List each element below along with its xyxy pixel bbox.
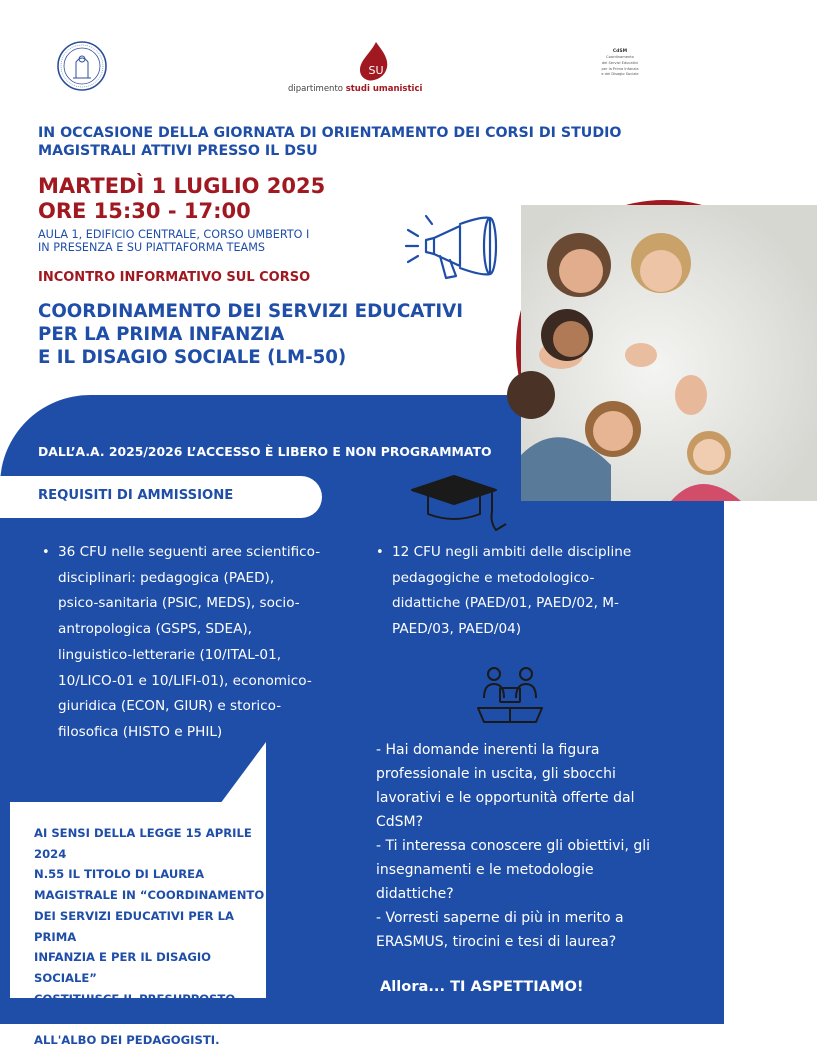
incontro-label: INCONTRO INFORMATIVO SUL CORSO (38, 270, 311, 285)
law-line: INDISPENSABILE PER L'ISCRIZIONE (34, 1012, 262, 1027)
law-line: N.55 IL TITOLO DI LAUREA (34, 867, 205, 882)
bullet-dot: • (42, 545, 50, 560)
course-line: E IL DISAGIO SOCIALE (LM-50) (38, 347, 347, 368)
question-line: ERASMUS, tirocini e tesi di laurea? (376, 934, 617, 950)
requirements-label: REQUISITI DI AMMISSIONE (38, 488, 234, 503)
access-notice: DALL’A.A. 2025/2026 L’ACCESSO È LIBERO E NON PROGRAMMATO (38, 444, 492, 459)
graduation-cap-icon (406, 472, 506, 534)
cdsm-logo-title: CdSM (612, 49, 628, 54)
dept-name-bold: studi umanistici (345, 84, 423, 94)
cdsm-logo-line: Coordinamento (606, 55, 634, 60)
requirement-line: pedagogiche e metodologico- (392, 569, 595, 586)
requirement-line: filosofica (HISTO e PHIL) (58, 723, 223, 740)
law-line: COSTITUISCE IL PRESUPPOSTO (34, 991, 236, 1006)
intro-heading: IN OCCASIONE DELLA GIORNATA DI ORIENTAMENTO DEI CORSI DI STUDIO MAGISTRALI ATTIVI PRESSO IL DSU (38, 125, 622, 159)
closing-line: Allora... TI ASPETTIAMO! (380, 978, 584, 995)
bullet-dot: • (376, 545, 384, 560)
requirement-line: psico-sanitaria (PSIC, MEDS), socio- (58, 595, 300, 612)
requirement-line: PAED/03, PAED/04) (392, 621, 522, 638)
requirement-line: 12 CFU negli ambiti delle discipline (392, 544, 632, 560)
university-seal-icon (56, 40, 108, 92)
question-line: - Hai domande inerenti la figura (376, 742, 600, 758)
question-line: professionale in uscita, gli sbocchi (376, 766, 616, 782)
requirement-line: disciplinari: pedagogica (PAED), (58, 569, 275, 586)
group-photo-art (521, 205, 817, 501)
requirement-line: 10/LICO-01 e 10/LIFI-01), economico- (58, 672, 312, 689)
requirement-line: linguistico-letterarie (10/ITAL-01, (58, 646, 282, 663)
law-line: ALL'ALBO DEI PEDAGOGISTI. (34, 1033, 220, 1048)
requirement-right (376, 540, 682, 643)
meeting-icon (474, 664, 546, 728)
time-line: ORE 15:30 - 17:00 (38, 199, 251, 223)
question-line: - Ti interessa conoscere gli obiettivi, gli (376, 838, 651, 854)
requirement-line: antropologica (GSPS, SDEA), (58, 621, 252, 638)
question-line: lavorativi e le opportunità offerte dal (376, 790, 635, 806)
question-line: - Vorresti saperne di più in merito a (376, 910, 624, 926)
law-text (34, 823, 274, 1051)
requirement-line: 36 CFU nelle seguenti aree scientifico- (58, 544, 321, 560)
requirement-line: giuridica (ECON, GIUR) e storico- (58, 698, 282, 715)
venue-line: IN PRESENZA E SU PIATTAFORMA TEAMS (38, 241, 265, 254)
dept-prefix: dipartimento (288, 84, 343, 94)
question-line: insegnamenti e le metodologie (376, 862, 594, 878)
questions-block (376, 738, 694, 954)
event-date (38, 174, 325, 224)
law-line: INFANZIA E PER IL DISAGIO SOCIALE” (34, 950, 212, 985)
cdsm-logo-icon (590, 48, 650, 100)
course-line: PER LA PRIMA INFANZIA (38, 324, 285, 345)
group-photo (516, 200, 812, 496)
course-line: COORDINAMENTO DEI SERVIZI EDUCATIVI (38, 301, 463, 322)
dept-name (288, 84, 422, 94)
venue (38, 228, 309, 254)
question-line: CdSM? (376, 814, 424, 830)
law-line: AI SENSI DELLA LEGGE 15 APRILE 2024 (34, 826, 252, 861)
requirement-left (42, 540, 358, 746)
cdsm-logo-line: per la Prima Infanzia (601, 66, 639, 71)
venue-line: AULA 1, EDIFICIO CENTRALE, CORSO UMBERTO I (38, 228, 310, 241)
course-title (38, 300, 463, 369)
law-line: DEI SERVIZI EDUCATIVI PER LA PRIMA (34, 908, 234, 944)
cdsm-logo-line: dei Servizi Educativi (601, 60, 639, 65)
megaphone-icon (404, 206, 504, 286)
dept-logo-letters: SU (368, 64, 384, 77)
question-line: didattiche? (376, 886, 454, 902)
requirement-line: didattiche (PAED/01, PAED/02, M- (392, 595, 619, 612)
cdsm-logo-line: e del Disagio Sociale (601, 72, 639, 77)
law-line: MAGISTRALE IN “COORDINAMENTO (34, 888, 265, 903)
date-line: MARTEDÌ 1 LUGLIO 2025 (38, 174, 326, 198)
